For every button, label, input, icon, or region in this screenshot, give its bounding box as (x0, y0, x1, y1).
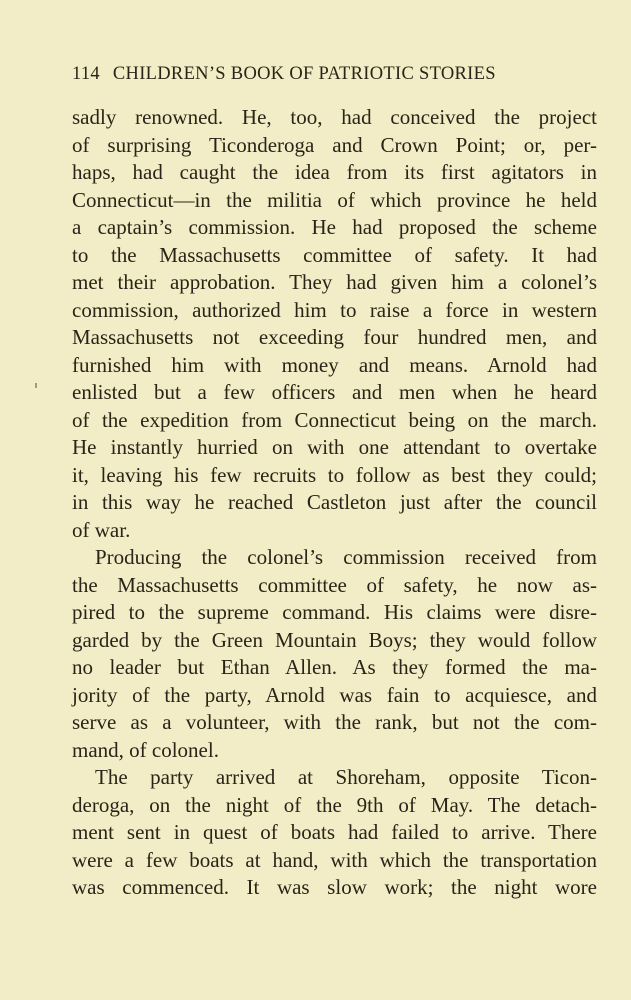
text-line: pired to the supreme command. His claims were disre- (72, 600, 597, 624)
text-line: He instantly hurried on with one attendant to overtake (72, 435, 597, 459)
text-line: haps, had caught the idea from its first agitators in (72, 160, 597, 184)
text-line: of war. (72, 517, 131, 542)
text-line: to the Massachusetts committee of safety. It had (72, 242, 597, 267)
text-line: jority of the party, Arnold was fain to acquiesce, and (72, 682, 597, 707)
text-line: commission, authorized him to raise a force in western (72, 297, 597, 322)
text-line: of surprising Ticonderoga and Crown Point; or, per- (72, 132, 597, 157)
text-line: were a few boats at hand, with which the transportation (72, 847, 597, 872)
text-line: mand, of colonel. (72, 737, 219, 762)
text-line: met their approbation. They had given him a colonel’s (72, 270, 597, 294)
text-line: in this way he reached Castleton just after the council (72, 490, 597, 514)
text-line: deroga, on the night of the 9th of May. The detach- (72, 792, 597, 817)
text-line: enlisted but a few officers and men when he heard (72, 380, 597, 404)
running-head (72, 62, 562, 86)
text-line: serve as a volunteer, with the rank, but not the com- (72, 710, 597, 734)
paragraph-3 (72, 764, 597, 902)
text-line: furnished him with money and means. Arnold had (72, 352, 597, 377)
running-title: CHILDREN’S BOOK OF PATRIOTIC STORIES (112, 64, 496, 84)
text-line: Connecticut—in the militia of which province he held (72, 187, 597, 212)
text-line: Massachusetts not exceeding four hundred men, and (72, 325, 597, 349)
page-number: 114 (72, 64, 100, 84)
body-text (72, 104, 597, 902)
text-line: Producing the colonel’s commission received from (95, 545, 597, 569)
margin-speck (35, 383, 37, 388)
text-line: sadly renowned. He, too, had conceived the project (72, 105, 597, 129)
text-line: was commenced. It was slow work; the night wore (72, 875, 597, 899)
text-line: a captain’s commission. He had proposed the scheme (72, 215, 597, 239)
text-line: The party arrived at Shoreham, opposite Ticon- (95, 765, 597, 789)
text-line: the Massachusetts committee of safety, he now as- (72, 572, 597, 597)
paragraph-2 (72, 544, 597, 764)
paragraph-1 (72, 104, 597, 544)
text-line: no leader but Ethan Allen. As they formed the ma- (72, 655, 597, 679)
text-line: garded by the Green Mountain Boys; they would follow (72, 627, 597, 652)
text-line: it, leaving his few recruits to follow as best they could; (72, 462, 597, 487)
text-line: of the expedition from Connecticut being on the march. (72, 407, 597, 432)
text-line: ment sent in quest of boats had failed to arrive. There (72, 820, 597, 844)
